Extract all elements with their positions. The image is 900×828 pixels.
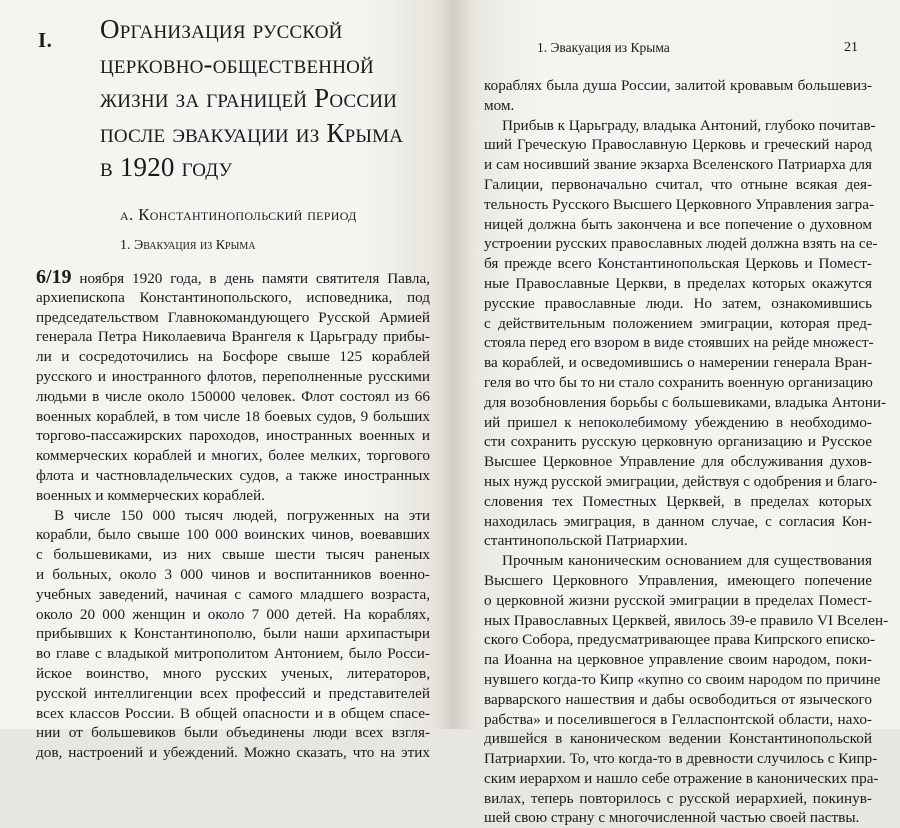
text-line: председательством Главнокомандующего Русской Армией (36, 308, 430, 326)
text-line: во главе с владыкой митрополитом Антонием, было Росси- (36, 645, 430, 663)
text-line: о церковной жизни русской эмиграции в пределах Помест- (484, 591, 872, 609)
text-line: Прочным каноническим основанием для существования (502, 552, 872, 570)
text-line: ского Собора, предусматривающее права Кипрского еписко- (484, 631, 876, 649)
text-line: с действительным положением эмиграции, которая пред- (484, 314, 872, 332)
text-line: стояла перед его взором в виде стоявших на рейде множест- (484, 334, 874, 352)
section-title: а. Константинопольский период (120, 205, 357, 224)
text-line: геля во что бы то ни стало сохранить военную организацию (484, 373, 873, 391)
text-line: ницей должна быть закончена и все попечение о духовном (484, 215, 872, 233)
right-page (452, 0, 900, 827)
text-line: шей свою страну с многочисленной частью своей паствы. (484, 809, 860, 827)
text-line: ных Православных Церквей, явилось 39-е правило VI Вселен- (484, 611, 889, 629)
chapter-number: I. (38, 28, 53, 52)
text-line: Патриархии. То, что когда-то в древности случилось с Кипр- (484, 750, 878, 768)
text-line: военных и коммерческих кораблей. (36, 486, 265, 504)
text-line: В числе 150 000 тысяч людей, погруженных на эти (54, 506, 430, 524)
text-line: ные Православные Церкви, в пределах которых окажутся (484, 274, 872, 292)
right-body-text (484, 76, 889, 828)
text-line: около 20 000 женщин и около 7 000 детей. На кораблях, (36, 605, 430, 623)
text-line: учебных заведений, начиная с самого младшего возраста, (36, 585, 430, 603)
text-line: людьми в числе около 150000 человек. Флот состоял из 66 (36, 387, 430, 405)
page-number: 21 (844, 40, 858, 55)
text-line: с большевиками, из них свыше шести тысяч раненых (36, 546, 430, 564)
text-line: мом. (484, 96, 515, 114)
text-line: всех классов России. В общей опасности и в общем спасе- (36, 704, 430, 722)
text-line: ли и сосредоточились на Босфоре свыше 125 кораблей (36, 348, 430, 366)
text-line: прибывших к Константинополю, были наши архипастыри (36, 625, 430, 643)
text-line: Высшего Церковного Управления, имеющего попечение (484, 571, 872, 589)
text-line: йское воинство, много русских ученых, литераторов, (36, 664, 430, 682)
text-line: дившейся в каноническом ведении Константинопольской (484, 730, 872, 748)
text-line: 6/19 ноября 1920 года, в день памяти святителя Павла, (36, 266, 430, 288)
left-body-text (36, 268, 430, 763)
text-line: Высшее Церковное Управление для обслуживания духов- (484, 453, 872, 471)
text-line: сти сохранить русскую церковную организацию и Русское (484, 433, 872, 451)
text-line: ским иерархом и нашло себе отражение в канонических пра- (484, 769, 879, 787)
text-line: ший Греческую Православную Церковь и греческий народ (484, 136, 872, 154)
text-line: ва кораблей, и осведомившись о намерении генерала Вран- (484, 354, 872, 372)
text-line: дов, настроений и убеждений. Можно сказать, что на этих (36, 744, 430, 762)
text-line: стантинопольской Патриархии. (484, 532, 688, 550)
subsection-title: 1. Эвакуация из Крыма (120, 238, 256, 253)
running-head: 1. Эвакуация из Крыма (537, 40, 670, 55)
text-line: корабли, было свыше 100 000 воинских чинов, воевавших (36, 526, 430, 544)
dropcap-date: 6/19 (36, 266, 72, 288)
text-line: варварского нашествия и дабы освободиться от языческого (484, 690, 872, 708)
text-line: русского и иностранного флотов, переполненные русскими (36, 367, 430, 385)
text-line: нии от большевиков были объединены люди всех взгля- (36, 724, 430, 742)
text-line: нувшего когда-то Кипр «купно со своим народом по причине (484, 670, 881, 688)
text-line: торгово-пассажирских пароходов, иностранных военных и (36, 427, 430, 445)
text-line: генерала Петра Николаевича Врангеля к Царьграду прибы- (36, 328, 430, 346)
text-line: русской интеллигенции всех профессий и представителей (36, 684, 430, 702)
text-line: находилась эмиграция, в данном случае, с согласия Кон- (484, 512, 872, 530)
text-line: рабства» и поселившегося в Геллаcпонтской области, нахо- (484, 710, 872, 728)
text-line: бя прежде всего Константинопольская Церковь и Помест- (484, 255, 872, 273)
text-line: словения тех Поместных Церквей, в пределах которых (484, 492, 872, 510)
text-line: русские православные люди. Но затем, ознакомившись (484, 294, 872, 312)
text-line: флота и частновладельческих судов, а также иностранных (36, 466, 430, 484)
text-line: вилах, теперь повторилось с русской иерархией, покинув- (484, 789, 872, 807)
text-line: тельность Русского Высшего Церковного Управления загра- (484, 195, 875, 213)
text-line: и больных, около 3 000 чинов и воспитанников военно- (36, 565, 430, 583)
text-line: архиепископа Константинопольского, исповедника, под (36, 288, 430, 306)
text-line: устроении русских православных людей должна взять на се- (484, 235, 878, 253)
chapter-title: Организация русской церковно-общественной жизни за границей России после эвакуации из Крыма в 1920 году (100, 14, 404, 182)
text-line: ных нужд русской эмиграции, действуя с одобрения и благо- (484, 472, 878, 490)
text-line: Прибыв к Царьграду, владыка Антоний, глубоко почитав- (502, 116, 876, 134)
left-page (0, 0, 452, 762)
text-line: кораблях была душа России, залитой кровавым большевиз- (484, 77, 872, 94)
text-line: па Иоанна на церковное управление своим народом, поки- (484, 651, 872, 669)
text-line: коммерческих кораблей и многих, более мелких, торгового (36, 447, 430, 465)
text-line: военных кораблей, в том числе 18 боевых судов, 9 больших (36, 407, 430, 425)
text-line: и сам носивший звание экзарха Вселенского Патриарха для (484, 156, 872, 174)
text-line: для возобновления борьбы с большевиками, владыка Антони- (484, 393, 887, 411)
text-line: Галиции, первоначально считал, что отныне всякая дея- (484, 175, 872, 193)
text-line: ий пришел к непоколебимому убеждению в необходимо- (484, 413, 872, 431)
